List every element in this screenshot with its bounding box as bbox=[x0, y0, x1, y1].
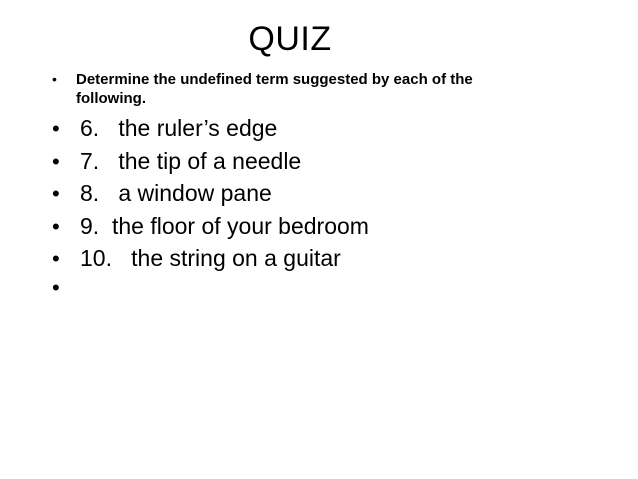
bullet-icon: • bbox=[52, 181, 60, 206]
question-text: 6. the ruler’s edge bbox=[80, 115, 278, 141]
intro-row bbox=[52, 70, 572, 108]
intro-bullet bbox=[52, 70, 572, 108]
question-text: 9. the floor of your bedroom bbox=[80, 212, 369, 239]
question-item bbox=[52, 242, 592, 275]
question-text: 7. the tip of a needle bbox=[80, 147, 302, 174]
question-list bbox=[52, 112, 592, 307]
question-item bbox=[52, 210, 592, 243]
bullet-icon: • bbox=[52, 116, 60, 141]
bullet-icon: • bbox=[52, 148, 60, 174]
question-item bbox=[52, 177, 592, 210]
intro-text bbox=[76, 70, 473, 108]
bullet-icon: • bbox=[52, 71, 57, 87]
question-item-empty bbox=[52, 275, 592, 308]
bullet-icon: • bbox=[52, 213, 60, 239]
bullet-icon: • bbox=[52, 246, 60, 271]
intro-text-line2: following. bbox=[76, 90, 146, 107]
slide-title: QUIZ bbox=[248, 20, 332, 58]
question-text: 8. a window pane bbox=[80, 180, 272, 206]
bullet-icon: • bbox=[52, 274, 60, 300]
question-item bbox=[52, 145, 592, 178]
question-item bbox=[52, 112, 592, 145]
intro-text-line1: Determine the undefined term suggested by each of the bbox=[76, 71, 473, 88]
question-text: 10. the string on a guitar bbox=[80, 245, 341, 271]
